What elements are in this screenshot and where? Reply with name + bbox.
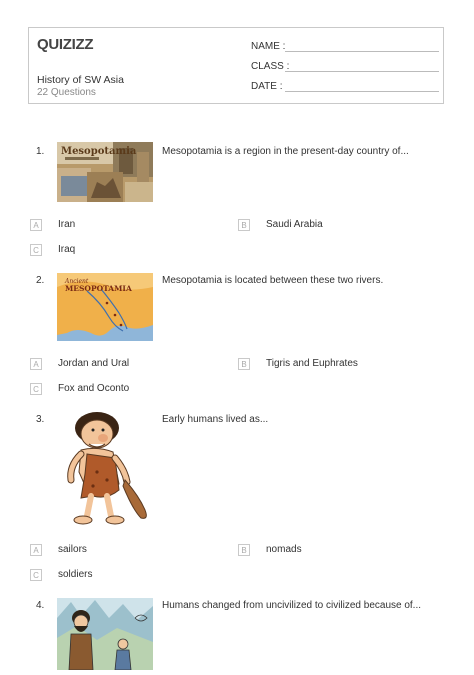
option-label: Tigris and Euphrates: [266, 358, 358, 369]
option-label: nomads: [266, 544, 302, 555]
map-title-line1: Ancient: [65, 278, 89, 285]
quizizz-logo: QUIZIZZ: [37, 36, 94, 53]
option-letter: A: [30, 544, 42, 556]
question-text: Mesopotamia is located between these two rivers.: [162, 275, 384, 286]
option-letter: B: [238, 544, 250, 556]
question-text: Humans changed from uncivilized to civilized because of...: [162, 600, 422, 611]
option-letter: B: [238, 219, 250, 231]
option-letter: C: [30, 244, 42, 256]
mesopotamia-map-image: [57, 273, 153, 341]
civilization-cartoon-image: [57, 598, 153, 670]
class-label: CLASS :: [251, 61, 290, 72]
name-line: [285, 51, 439, 52]
option-label: Saudi Arabia: [266, 219, 323, 230]
question-number: 1.: [36, 146, 45, 157]
question-text: Mesopotamia is a region in the present-day country of...: [162, 146, 409, 157]
option-label: sailors: [58, 544, 87, 555]
date-field[interactable]: [251, 81, 282, 92]
name-field[interactable]: [251, 41, 285, 52]
option-letter: C: [30, 383, 42, 395]
collage-title: Mesopotamia: [61, 146, 137, 157]
question-number: 2.: [36, 275, 45, 286]
caveman-image: [57, 410, 153, 528]
option-label: Iraq: [58, 244, 76, 255]
question-text: Early humans lived as...: [162, 414, 269, 425]
question-count: 22 Questions: [37, 87, 96, 98]
option-label: Iran: [58, 219, 76, 230]
option-label: Jordan and Ural: [58, 358, 130, 369]
worksheet-title: History of SW Asia: [37, 74, 124, 86]
map-title-line2: MESOPOTAMIA: [65, 284, 132, 293]
class-field[interactable]: [251, 61, 289, 72]
question-number: 3.: [36, 414, 45, 425]
option-letter: A: [30, 358, 42, 370]
option-letter: A: [30, 219, 42, 231]
class-line: [285, 71, 439, 72]
date-line: [285, 91, 439, 92]
option-letter: B: [238, 358, 250, 370]
option-label: Fox and Oconto: [58, 383, 130, 394]
option-label: soldiers: [58, 569, 93, 580]
worksheet-header: [28, 27, 444, 104]
name-label: NAME :: [251, 41, 286, 52]
question-number: 4.: [36, 600, 45, 611]
mesopotamia-collage-image: [57, 142, 153, 202]
option-letter: C: [30, 569, 42, 581]
date-label: DATE :: [251, 81, 283, 92]
